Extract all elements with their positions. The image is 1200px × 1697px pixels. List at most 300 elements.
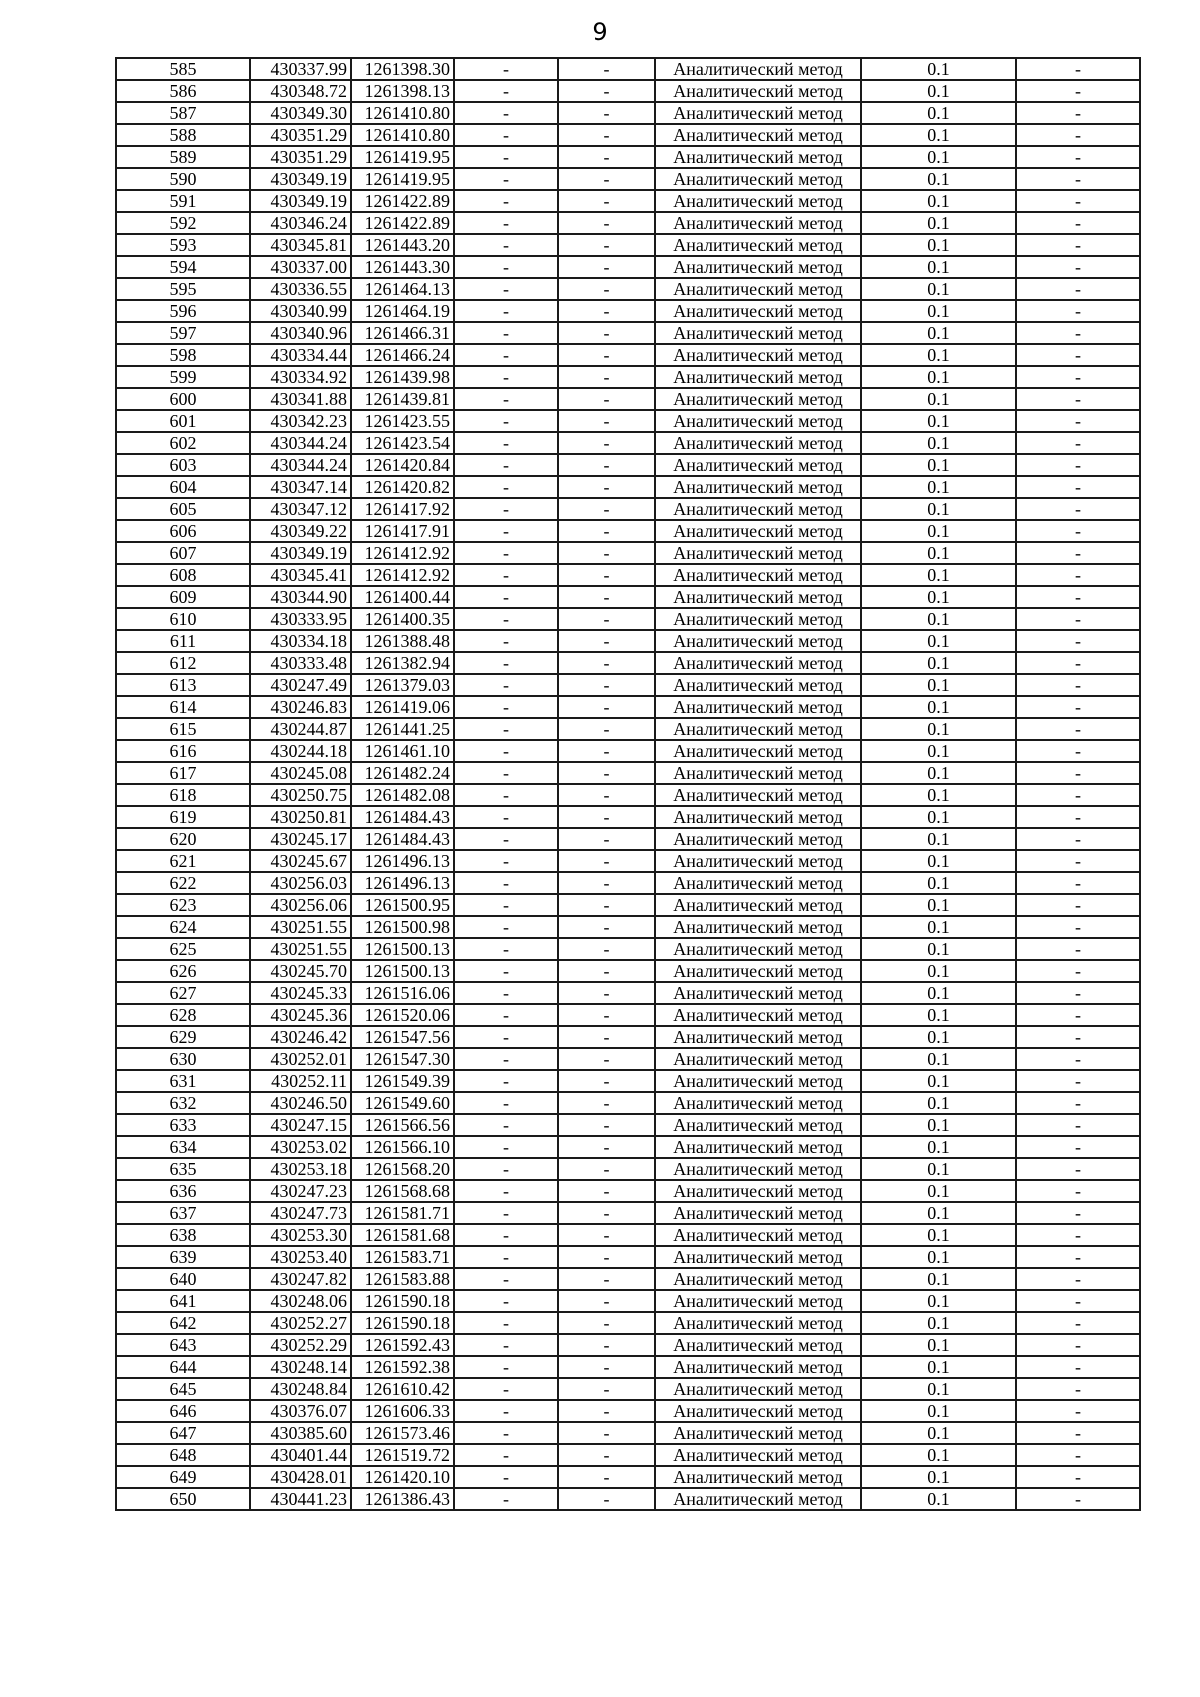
- y-coordinate-cell: 1261464.19: [351, 300, 454, 322]
- accuracy-cell: 0.1: [861, 1070, 1016, 1092]
- x-coordinate-cell: 430245.70: [250, 960, 351, 982]
- dash-cell: -: [454, 850, 558, 872]
- point-number-cell: 601: [116, 410, 250, 432]
- method-cell: Аналитический метод: [655, 938, 861, 960]
- dash-cell: -: [558, 454, 655, 476]
- table-row: [116, 806, 1140, 828]
- dash-cell: -: [454, 894, 558, 916]
- dash-cell: -: [454, 784, 558, 806]
- accuracy-cell: 0.1: [861, 124, 1016, 146]
- dash-cell: -: [1016, 1136, 1140, 1158]
- accuracy-cell: 0.1: [861, 454, 1016, 476]
- table-row: [116, 366, 1140, 388]
- point-number-cell: 589: [116, 146, 250, 168]
- method-cell: Аналитический метод: [655, 1246, 861, 1268]
- dash-cell: -: [454, 410, 558, 432]
- dash-cell: -: [1016, 212, 1140, 234]
- x-coordinate-cell: 430245.36: [250, 1004, 351, 1026]
- point-number-cell: 647: [116, 1422, 250, 1444]
- point-number-cell: 627: [116, 982, 250, 1004]
- dash-cell: -: [454, 1048, 558, 1070]
- dash-cell: -: [1016, 696, 1140, 718]
- table-row: [116, 1224, 1140, 1246]
- point-number-cell: 617: [116, 762, 250, 784]
- x-coordinate-cell: 430247.23: [250, 1180, 351, 1202]
- point-number-cell: 618: [116, 784, 250, 806]
- point-number-cell: 611: [116, 630, 250, 652]
- x-coordinate-cell: 430385.60: [250, 1422, 351, 1444]
- method-cell: Аналитический метод: [655, 300, 861, 322]
- y-coordinate-cell: 1261422.89: [351, 212, 454, 234]
- method-cell: Аналитический метод: [655, 674, 861, 696]
- accuracy-cell: 0.1: [861, 1202, 1016, 1224]
- point-number-cell: 650: [116, 1488, 250, 1510]
- method-cell: Аналитический метод: [655, 1004, 861, 1026]
- point-number-cell: 646: [116, 1400, 250, 1422]
- point-number-cell: 619: [116, 806, 250, 828]
- method-cell: Аналитический метод: [655, 476, 861, 498]
- y-coordinate-cell: 1261443.30: [351, 256, 454, 278]
- point-number-cell: 607: [116, 542, 250, 564]
- dash-cell: -: [558, 80, 655, 102]
- table-row: [116, 1488, 1140, 1510]
- dash-cell: -: [454, 938, 558, 960]
- x-coordinate-cell: 430349.22: [250, 520, 351, 542]
- table-row: [116, 278, 1140, 300]
- y-coordinate-cell: 1261500.13: [351, 960, 454, 982]
- point-number-cell: 597: [116, 322, 250, 344]
- method-cell: Аналитический метод: [655, 1400, 861, 1422]
- y-coordinate-cell: 1261419.95: [351, 146, 454, 168]
- accuracy-cell: 0.1: [861, 168, 1016, 190]
- method-cell: Аналитический метод: [655, 1466, 861, 1488]
- dash-cell: -: [1016, 410, 1140, 432]
- y-coordinate-cell: 1261590.18: [351, 1290, 454, 1312]
- point-number-cell: 625: [116, 938, 250, 960]
- y-coordinate-cell: 1261500.13: [351, 938, 454, 960]
- y-coordinate-cell: 1261581.68: [351, 1224, 454, 1246]
- y-coordinate-cell: 1261420.10: [351, 1466, 454, 1488]
- dash-cell: -: [1016, 190, 1140, 212]
- y-coordinate-cell: 1261423.55: [351, 410, 454, 432]
- dash-cell: -: [558, 982, 655, 1004]
- point-number-cell: 615: [116, 718, 250, 740]
- dash-cell: -: [1016, 828, 1140, 850]
- table-row: [116, 1202, 1140, 1224]
- table-row: [116, 1070, 1140, 1092]
- method-cell: Аналитический метод: [655, 344, 861, 366]
- x-coordinate-cell: 430246.42: [250, 1026, 351, 1048]
- dash-cell: -: [454, 322, 558, 344]
- dash-cell: -: [1016, 762, 1140, 784]
- point-number-cell: 598: [116, 344, 250, 366]
- dash-cell: -: [454, 454, 558, 476]
- table-row: [116, 146, 1140, 168]
- accuracy-cell: 0.1: [861, 212, 1016, 234]
- accuracy-cell: 0.1: [861, 1224, 1016, 1246]
- table-row: [116, 410, 1140, 432]
- table-row: [116, 1114, 1140, 1136]
- method-cell: Аналитический метод: [655, 894, 861, 916]
- dash-cell: -: [558, 278, 655, 300]
- dash-cell: -: [558, 366, 655, 388]
- table-row: [116, 828, 1140, 850]
- x-coordinate-cell: 430345.41: [250, 564, 351, 586]
- method-cell: Аналитический метод: [655, 454, 861, 476]
- dash-cell: -: [558, 124, 655, 146]
- y-coordinate-cell: 1261583.71: [351, 1246, 454, 1268]
- accuracy-cell: 0.1: [861, 1246, 1016, 1268]
- dash-cell: -: [454, 696, 558, 718]
- dash-cell: -: [558, 806, 655, 828]
- accuracy-cell: 0.1: [861, 740, 1016, 762]
- y-coordinate-cell: 1261386.43: [351, 1488, 454, 1510]
- point-number-cell: 587: [116, 102, 250, 124]
- accuracy-cell: 0.1: [861, 784, 1016, 806]
- x-coordinate-cell: 430244.18: [250, 740, 351, 762]
- dash-cell: -: [1016, 564, 1140, 586]
- x-coordinate-cell: 430340.99: [250, 300, 351, 322]
- dash-cell: -: [454, 520, 558, 542]
- point-number-cell: 643: [116, 1334, 250, 1356]
- method-cell: Аналитический метод: [655, 1290, 861, 1312]
- dash-cell: -: [558, 1356, 655, 1378]
- y-coordinate-cell: 1261583.88: [351, 1268, 454, 1290]
- y-coordinate-cell: 1261500.95: [351, 894, 454, 916]
- y-coordinate-cell: 1261443.20: [351, 234, 454, 256]
- y-coordinate-cell: 1261441.25: [351, 718, 454, 740]
- table-row: [116, 938, 1140, 960]
- dash-cell: -: [454, 806, 558, 828]
- y-coordinate-cell: 1261419.06: [351, 696, 454, 718]
- y-coordinate-cell: 1261419.95: [351, 168, 454, 190]
- dash-cell: -: [1016, 454, 1140, 476]
- table-row: [116, 872, 1140, 894]
- dash-cell: -: [1016, 1202, 1140, 1224]
- dash-cell: -: [454, 344, 558, 366]
- point-number-cell: 631: [116, 1070, 250, 1092]
- table-row: [116, 718, 1140, 740]
- dash-cell: -: [1016, 1268, 1140, 1290]
- dash-cell: -: [1016, 542, 1140, 564]
- dash-cell: -: [558, 630, 655, 652]
- point-number-cell: 635: [116, 1158, 250, 1180]
- dash-cell: -: [454, 1290, 558, 1312]
- x-coordinate-cell: 430247.73: [250, 1202, 351, 1224]
- x-coordinate-cell: 430348.72: [250, 80, 351, 102]
- table-row: [116, 212, 1140, 234]
- dash-cell: -: [1016, 1290, 1140, 1312]
- dash-cell: -: [558, 938, 655, 960]
- y-coordinate-cell: 1261566.10: [351, 1136, 454, 1158]
- x-coordinate-cell: 430345.81: [250, 234, 351, 256]
- point-number-cell: 606: [116, 520, 250, 542]
- x-coordinate-cell: 430253.30: [250, 1224, 351, 1246]
- dash-cell: -: [454, 278, 558, 300]
- dash-cell: -: [454, 300, 558, 322]
- dash-cell: -: [1016, 1004, 1140, 1026]
- x-coordinate-cell: 430247.49: [250, 674, 351, 696]
- y-coordinate-cell: 1261379.03: [351, 674, 454, 696]
- dash-cell: -: [558, 1444, 655, 1466]
- x-coordinate-cell: 430256.06: [250, 894, 351, 916]
- accuracy-cell: 0.1: [861, 806, 1016, 828]
- method-cell: Аналитический метод: [655, 1136, 861, 1158]
- x-coordinate-cell: 430349.19: [250, 168, 351, 190]
- accuracy-cell: 0.1: [861, 542, 1016, 564]
- dash-cell: -: [558, 1136, 655, 1158]
- dash-cell: -: [454, 432, 558, 454]
- method-cell: Аналитический метод: [655, 1488, 861, 1510]
- x-coordinate-cell: 430245.17: [250, 828, 351, 850]
- accuracy-cell: 0.1: [861, 1312, 1016, 1334]
- y-coordinate-cell: 1261549.39: [351, 1070, 454, 1092]
- method-cell: Аналитический метод: [655, 80, 861, 102]
- point-number-cell: 588: [116, 124, 250, 146]
- dash-cell: -: [1016, 718, 1140, 740]
- x-coordinate-cell: 430246.83: [250, 696, 351, 718]
- dash-cell: -: [558, 1026, 655, 1048]
- dash-cell: -: [1016, 1378, 1140, 1400]
- dash-cell: -: [1016, 168, 1140, 190]
- y-coordinate-cell: 1261566.56: [351, 1114, 454, 1136]
- dash-cell: -: [558, 190, 655, 212]
- dash-cell: -: [558, 718, 655, 740]
- method-cell: Аналитический метод: [655, 1048, 861, 1070]
- point-number-cell: 636: [116, 1180, 250, 1202]
- point-number-cell: 594: [116, 256, 250, 278]
- table-row: [116, 982, 1140, 1004]
- x-coordinate-cell: 430349.30: [250, 102, 351, 124]
- dash-cell: -: [558, 212, 655, 234]
- x-coordinate-cell: 430250.81: [250, 806, 351, 828]
- table-row: [116, 454, 1140, 476]
- dash-cell: -: [558, 146, 655, 168]
- point-number-cell: 632: [116, 1092, 250, 1114]
- coordinates-table: [115, 57, 1141, 1511]
- dash-cell: -: [558, 894, 655, 916]
- y-coordinate-cell: 1261482.24: [351, 762, 454, 784]
- dash-cell: -: [1016, 1048, 1140, 1070]
- dash-cell: -: [1016, 1334, 1140, 1356]
- dash-cell: -: [558, 1180, 655, 1202]
- accuracy-cell: 0.1: [861, 1290, 1016, 1312]
- point-number-cell: 613: [116, 674, 250, 696]
- table-row: [116, 432, 1140, 454]
- accuracy-cell: 0.1: [861, 916, 1016, 938]
- y-coordinate-cell: 1261420.82: [351, 476, 454, 498]
- accuracy-cell: 0.1: [861, 894, 1016, 916]
- method-cell: Аналитический метод: [655, 586, 861, 608]
- dash-cell: -: [558, 674, 655, 696]
- accuracy-cell: 0.1: [861, 80, 1016, 102]
- method-cell: Аналитический метод: [655, 982, 861, 1004]
- accuracy-cell: 0.1: [861, 1158, 1016, 1180]
- dash-cell: -: [558, 1400, 655, 1422]
- dash-cell: -: [558, 1312, 655, 1334]
- dash-cell: -: [454, 146, 558, 168]
- dash-cell: -: [558, 322, 655, 344]
- dash-cell: -: [1016, 982, 1140, 1004]
- table-row: [116, 542, 1140, 564]
- dash-cell: -: [1016, 1180, 1140, 1202]
- dash-cell: -: [454, 542, 558, 564]
- accuracy-cell: 0.1: [861, 1092, 1016, 1114]
- dash-cell: -: [1016, 1026, 1140, 1048]
- dash-cell: -: [1016, 740, 1140, 762]
- accuracy-cell: 0.1: [861, 476, 1016, 498]
- x-coordinate-cell: 430252.27: [250, 1312, 351, 1334]
- dash-cell: -: [454, 1488, 558, 1510]
- dash-cell: -: [454, 718, 558, 740]
- dash-cell: -: [558, 564, 655, 586]
- dash-cell: -: [454, 234, 558, 256]
- x-coordinate-cell: 430246.50: [250, 1092, 351, 1114]
- y-coordinate-cell: 1261568.20: [351, 1158, 454, 1180]
- method-cell: Аналитический метод: [655, 498, 861, 520]
- table-row: [116, 1048, 1140, 1070]
- x-coordinate-cell: 430344.24: [250, 432, 351, 454]
- dash-cell: -: [1016, 1092, 1140, 1114]
- dash-cell: -: [558, 1092, 655, 1114]
- dash-cell: -: [558, 58, 655, 80]
- point-number-cell: 609: [116, 586, 250, 608]
- point-number-cell: 596: [116, 300, 250, 322]
- y-coordinate-cell: 1261420.84: [351, 454, 454, 476]
- method-cell: Аналитический метод: [655, 718, 861, 740]
- method-cell: Аналитический метод: [655, 234, 861, 256]
- dash-cell: -: [558, 652, 655, 674]
- dash-cell: -: [454, 1004, 558, 1026]
- point-number-cell: 593: [116, 234, 250, 256]
- dash-cell: -: [1016, 520, 1140, 542]
- table-row: [116, 1356, 1140, 1378]
- x-coordinate-cell: 430248.14: [250, 1356, 351, 1378]
- accuracy-cell: 0.1: [861, 1048, 1016, 1070]
- dash-cell: -: [1016, 872, 1140, 894]
- method-cell: Аналитический метод: [655, 652, 861, 674]
- accuracy-cell: 0.1: [861, 630, 1016, 652]
- dash-cell: -: [454, 564, 558, 586]
- x-coordinate-cell: 430336.55: [250, 278, 351, 300]
- x-coordinate-cell: 430337.99: [250, 58, 351, 80]
- accuracy-cell: 0.1: [861, 762, 1016, 784]
- dash-cell: -: [558, 432, 655, 454]
- x-coordinate-cell: 430428.01: [250, 1466, 351, 1488]
- dash-cell: -: [1016, 300, 1140, 322]
- dash-cell: -: [1016, 1488, 1140, 1510]
- dash-cell: -: [1016, 1246, 1140, 1268]
- x-coordinate-cell: 430253.02: [250, 1136, 351, 1158]
- dash-cell: -: [1016, 916, 1140, 938]
- dash-cell: -: [454, 982, 558, 1004]
- x-coordinate-cell: 430252.01: [250, 1048, 351, 1070]
- method-cell: Аналитический метод: [655, 1312, 861, 1334]
- method-cell: Аналитический метод: [655, 1444, 861, 1466]
- dash-cell: -: [1016, 476, 1140, 498]
- method-cell: Аналитический метод: [655, 850, 861, 872]
- page-number: 9: [592, 18, 608, 46]
- point-number-cell: 620: [116, 828, 250, 850]
- point-number-cell: 642: [116, 1312, 250, 1334]
- table-row: [116, 850, 1140, 872]
- accuracy-cell: 0.1: [861, 960, 1016, 982]
- dash-cell: -: [1016, 630, 1140, 652]
- y-coordinate-cell: 1261592.43: [351, 1334, 454, 1356]
- y-coordinate-cell: 1261568.68: [351, 1180, 454, 1202]
- method-cell: Аналитический метод: [655, 1158, 861, 1180]
- method-cell: Аналитический метод: [655, 1268, 861, 1290]
- point-number-cell: 590: [116, 168, 250, 190]
- method-cell: Аналитический метод: [655, 1378, 861, 1400]
- table-row: [116, 564, 1140, 586]
- table-row: [116, 696, 1140, 718]
- table-row: [116, 58, 1140, 80]
- accuracy-cell: 0.1: [861, 146, 1016, 168]
- dash-cell: -: [558, 960, 655, 982]
- x-coordinate-cell: 430251.55: [250, 916, 351, 938]
- y-coordinate-cell: 1261519.72: [351, 1444, 454, 1466]
- x-coordinate-cell: 430344.24: [250, 454, 351, 476]
- y-coordinate-cell: 1261464.13: [351, 278, 454, 300]
- point-number-cell: 604: [116, 476, 250, 498]
- dash-cell: -: [558, 476, 655, 498]
- y-coordinate-cell: 1261581.71: [351, 1202, 454, 1224]
- table-row: [116, 1158, 1140, 1180]
- accuracy-cell: 0.1: [861, 410, 1016, 432]
- method-cell: Аналитический метод: [655, 630, 861, 652]
- accuracy-cell: 0.1: [861, 1356, 1016, 1378]
- dash-cell: -: [558, 762, 655, 784]
- dash-cell: -: [1016, 938, 1140, 960]
- method-cell: Аналитический метод: [655, 366, 861, 388]
- dash-cell: -: [454, 366, 558, 388]
- dash-cell: -: [1016, 1070, 1140, 1092]
- dash-cell: -: [558, 872, 655, 894]
- point-number-cell: 595: [116, 278, 250, 300]
- method-cell: Аналитический метод: [655, 1114, 861, 1136]
- point-number-cell: 614: [116, 696, 250, 718]
- accuracy-cell: 0.1: [861, 1378, 1016, 1400]
- dash-cell: -: [454, 1070, 558, 1092]
- dash-cell: -: [454, 1466, 558, 1488]
- accuracy-cell: 0.1: [861, 828, 1016, 850]
- dash-cell: -: [558, 1004, 655, 1026]
- x-coordinate-cell: 430337.00: [250, 256, 351, 278]
- dash-cell: -: [558, 234, 655, 256]
- accuracy-cell: 0.1: [861, 58, 1016, 80]
- dash-cell: -: [558, 542, 655, 564]
- dash-cell: -: [454, 1246, 558, 1268]
- point-number-cell: 640: [116, 1268, 250, 1290]
- accuracy-cell: 0.1: [861, 586, 1016, 608]
- table-row: [116, 1136, 1140, 1158]
- dash-cell: -: [558, 1268, 655, 1290]
- dash-cell: -: [558, 256, 655, 278]
- y-coordinate-cell: 1261439.81: [351, 388, 454, 410]
- y-coordinate-cell: 1261484.43: [351, 828, 454, 850]
- dash-cell: -: [454, 828, 558, 850]
- dash-cell: -: [1016, 124, 1140, 146]
- dash-cell: -: [454, 1378, 558, 1400]
- method-cell: Аналитический метод: [655, 1356, 861, 1378]
- table-row: [116, 630, 1140, 652]
- y-coordinate-cell: 1261422.89: [351, 190, 454, 212]
- dash-cell: -: [558, 1466, 655, 1488]
- dash-cell: -: [1016, 1444, 1140, 1466]
- accuracy-cell: 0.1: [861, 1334, 1016, 1356]
- x-coordinate-cell: 430351.29: [250, 146, 351, 168]
